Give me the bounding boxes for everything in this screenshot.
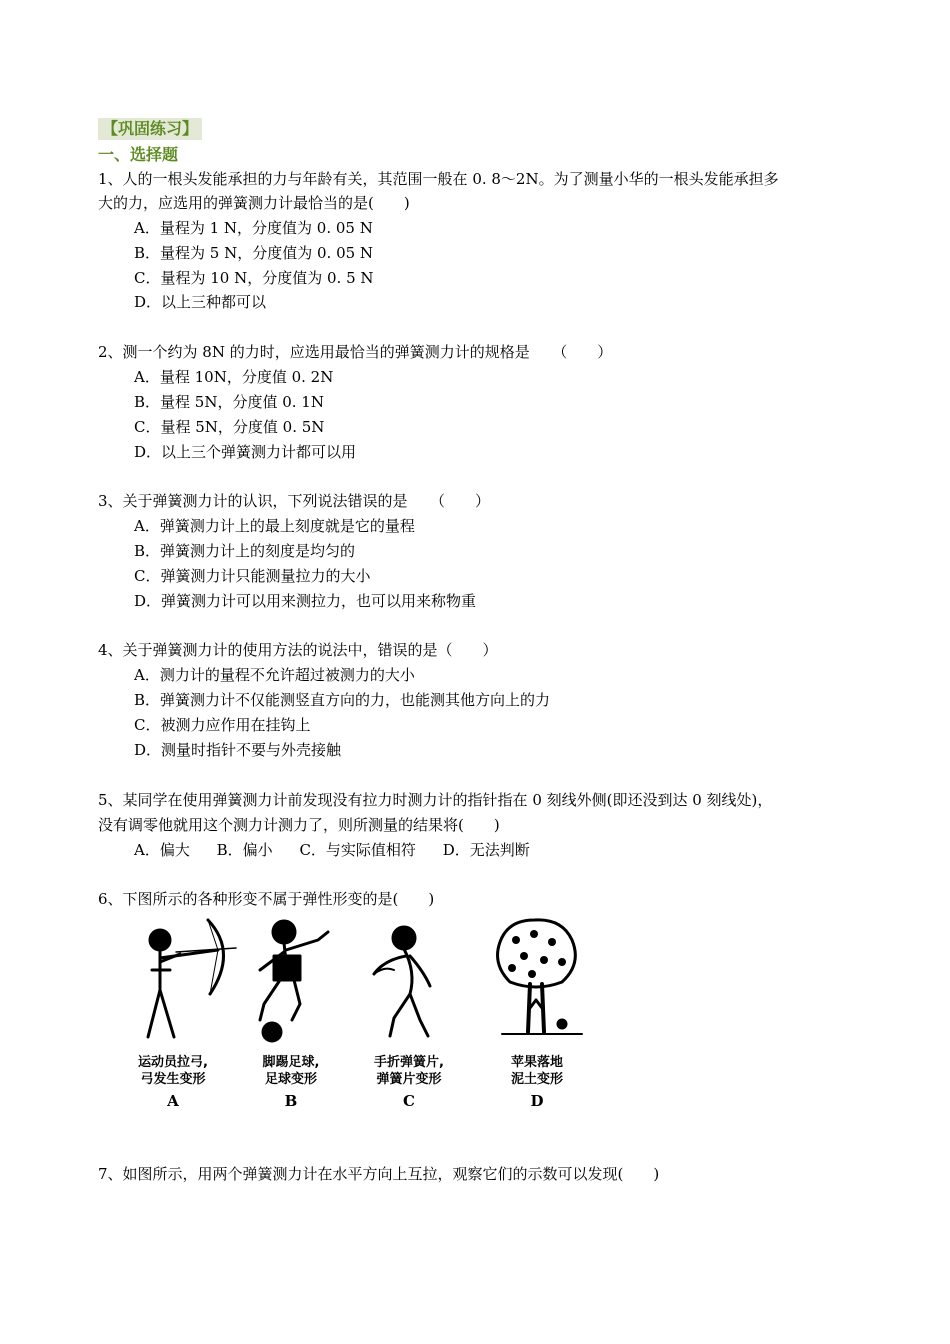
question-6-line-1: 6、下图所示的各种形变不属于弹性形变的是( ) [98,890,435,908]
question-3-option-a: A．弹簧测力计上的最上刻度就是它的量程 [134,517,415,535]
question-4-line-1: 4、关于弹簧测力计的使用方法的说法中，错误的是（ ） [98,641,498,659]
figure-item-a [118,912,238,1117]
question-4-option-b: B．弹簧测力计不仅能测竖直方向的力，也能测其他方向上的力 [134,691,551,709]
figure-b-caption-1: 脚踢足球, [262,1055,320,1070]
figure-b-caption-2: 足球变形 [264,1072,317,1087]
archer-icon [118,912,238,1052]
question-3-option-d: D．弹簧测力计可以用来测拉力，也可以用来称物重 [134,592,477,610]
question-3-line-1: 3、关于弹簧测力计的认识，下列说法错误的是 （ ） [98,492,491,510]
question-5-option-b: B．偏小 [216,841,273,859]
figure-item-d [482,912,602,1117]
question-2-option-d: D．以上三个弹簧测力计都可以用 [134,443,357,461]
football-kick-icon [236,912,356,1052]
figure-c-label: C [403,1092,415,1110]
figure-a-label: A [167,1092,179,1110]
question-1-option-d: D．以上三种都可以 [134,293,267,311]
question-2-option-a: A．量程 10N，分度值 0. 2N [134,368,334,386]
question-2-option-c: C．量程 5N，分度值 0. 5N [134,418,325,436]
figure-b-label: B [284,1092,298,1110]
question-5-line-1: 5、某同学在使用弹簧测力计前发现没有拉力时测力计的指针指在 0 刻线外侧(即还没到达 0 刻线处)， [98,791,773,809]
question-2-option-b: B．量程 5N，分度值 0. 1N [134,393,324,411]
question-5-options [134,839,552,861]
apple-tree-icon [482,912,602,1052]
question-2-line-1: 2、测一个约为 8N 的力时，应选用最恰当的弹簧测力计的规格是 （ ） [98,343,613,361]
question-5-option-a: A．偏大 [134,841,190,859]
figure-c-caption-1: 手折弹簧片, [374,1055,444,1070]
figure-d-caption-2: 泥土变形 [510,1072,563,1087]
figure-item-b [236,912,356,1117]
question-5-line-2: 没有调零他就用这个测力计测力了，则所测量的结果将( ) [98,816,500,834]
deformation-figure [118,912,608,1117]
question-1-option-c: C．量程为 10 N，分度值为 0. 5 N [134,269,374,287]
question-1-option-a: A．量程为 1 N，分度值为 0. 05 N [134,219,373,237]
figure-d-label: D [530,1092,544,1110]
figure-item-c [354,912,474,1117]
question-7-line-1: 7、如图所示，用两个弹簧测力计在水平方向上互拉，观察它们的示数可以发现( ) [98,1165,660,1183]
section-tag: 【巩固练习】 [98,118,202,140]
question-1-line-2: 大的力，应选用的弹簧测力计最恰当的是( ) [98,194,410,212]
question-3-option-c: C．弹簧测力计只能测量拉力的大小 [134,567,371,585]
question-5-option-d: D．无法判断 [442,841,530,859]
question-4-option-a: A．测力计的量程不允许超过被测力的大小 [134,666,415,684]
section-title: 一、选择题 [98,145,179,164]
question-5-option-c: C．与实际值相符 [299,841,416,859]
question-4-option-d: D．测量时指针不要与外壳接触 [134,741,342,759]
figure-a-caption-1: 运动员拉弓, [138,1055,208,1070]
figure-c-caption-2: 弹簧片变形 [376,1072,442,1087]
question-4-option-c: C．被测力应作用在挂钩上 [134,716,311,734]
question-3-option-b: B．弹簧测力计上的刻度是均匀的 [134,542,356,560]
figure-d-caption-1: 苹果落地 [510,1055,563,1070]
figure-a-caption-2: 弓发生变形 [140,1072,206,1087]
question-1-line-1: 1、人的一根头发能承担的力与年龄有关，其范围一般在 0. 8～2N。为了测量小华的一根头发能承担多 [98,170,779,188]
question-1-option-b: B．量程为 5 N，分度值为 0. 05 N [134,244,374,262]
bending-spring-icon [354,912,474,1052]
